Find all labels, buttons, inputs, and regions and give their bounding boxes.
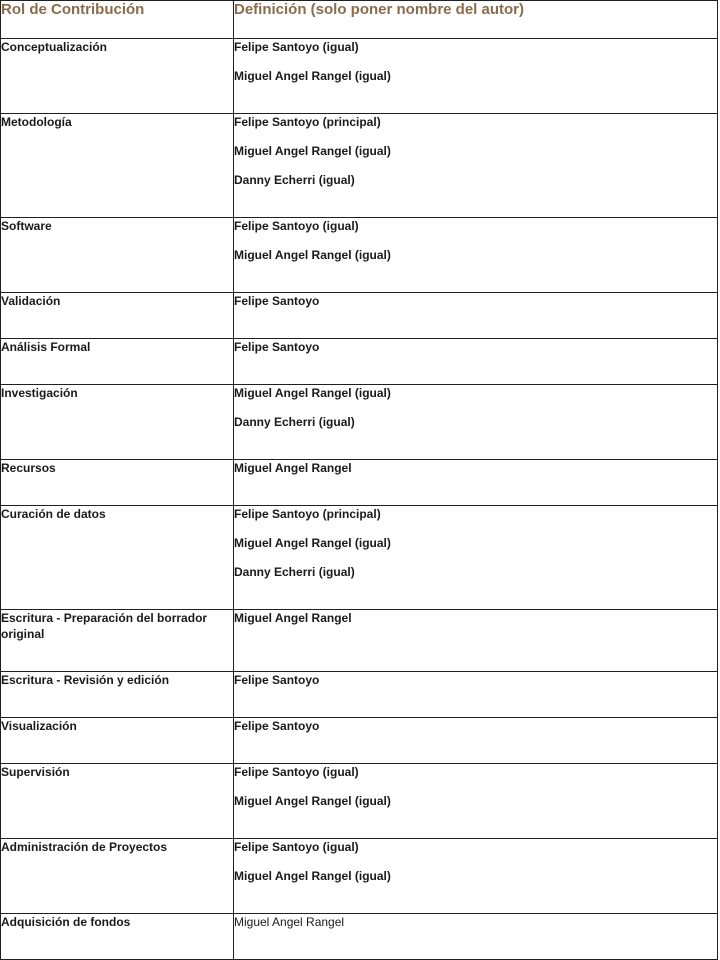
role-cell: Análisis Formal [1,339,234,385]
table-row [1,114,718,218]
author-name: Miguel Angel Rangel (igual) [234,869,391,883]
author-cell [234,764,718,839]
author-cell [234,506,718,610]
author-name: Miguel Angel Rangel (igual) [234,794,391,808]
author-name: Miguel Angel Rangel [234,461,352,475]
author-name: Miguel Angel Rangel (igual) [234,536,391,550]
author-name: Felipe Santoyo (igual) [234,219,359,233]
author-cell [234,114,718,218]
table-row [1,339,718,385]
role-cell: Supervisión [1,764,234,839]
author-cell [234,718,718,764]
role-cell: Conceptualización [1,39,234,114]
author-name: Miguel Angel Rangel (igual) [234,386,391,400]
table-row [1,39,718,114]
table-row [1,610,718,672]
author-name: Felipe Santoyo (igual) [234,40,359,54]
role-cell: Escritura - Revisión y edición [1,672,234,718]
author-name: Felipe Santoyo (principal) [234,507,381,521]
author-cell [234,39,718,114]
author-cell [234,839,718,914]
author-cell [234,914,718,960]
author-cell [234,460,718,506]
author-name: Danny Echerri (igual) [234,415,355,429]
author-name: Miguel Angel Rangel (igual) [234,144,391,158]
author-name: Felipe Santoyo [234,719,320,733]
role-cell: Recursos [1,460,234,506]
role-cell: Escritura - Preparación del borrador original [1,610,234,672]
author-name: Felipe Santoyo [234,673,320,687]
table-row [1,460,718,506]
author-name: Danny Echerri (igual) [234,173,355,187]
author-cell [234,293,718,339]
author-name: Danny Echerri (igual) [234,565,355,579]
author-cell [234,218,718,293]
table-row [1,914,718,960]
author-cell [234,610,718,672]
role-cell: Curación de datos [1,506,234,610]
table-row [1,385,718,460]
author-name: Felipe Santoyo [234,294,320,308]
author-name: Felipe Santoyo (igual) [234,765,359,779]
header-role: Rol de Contribución [1,1,234,39]
table-row [1,506,718,610]
table-row [1,718,718,764]
table-row [1,218,718,293]
role-cell: Adquisición de fondos [1,914,234,960]
author-name: Felipe Santoyo (igual) [234,840,359,854]
role-cell: Software [1,218,234,293]
author-name: Miguel Angel Rangel (igual) [234,69,391,83]
author-cell [234,385,718,460]
role-cell: Metodología [1,114,234,218]
role-cell: Investigación [1,385,234,460]
author-name: Felipe Santoyo (principal) [234,115,381,129]
author-cell [234,672,718,718]
role-cell: Administración de Proyectos [1,839,234,914]
header-row [1,1,718,39]
header-definition: Definición (solo poner nombre del autor) [234,1,718,39]
table-row [1,764,718,839]
author-name: Felipe Santoyo [234,340,320,354]
author-name: Miguel Angel Rangel (igual) [234,248,391,262]
table-row [1,839,718,914]
role-cell: Validación [1,293,234,339]
table-row [1,672,718,718]
role-cell: Visualización [1,718,234,764]
author-name: Miguel Angel Rangel [234,611,352,625]
table-row [1,293,718,339]
author-cell [234,339,718,385]
author-name: Miguel Angel Rangel [234,915,345,929]
